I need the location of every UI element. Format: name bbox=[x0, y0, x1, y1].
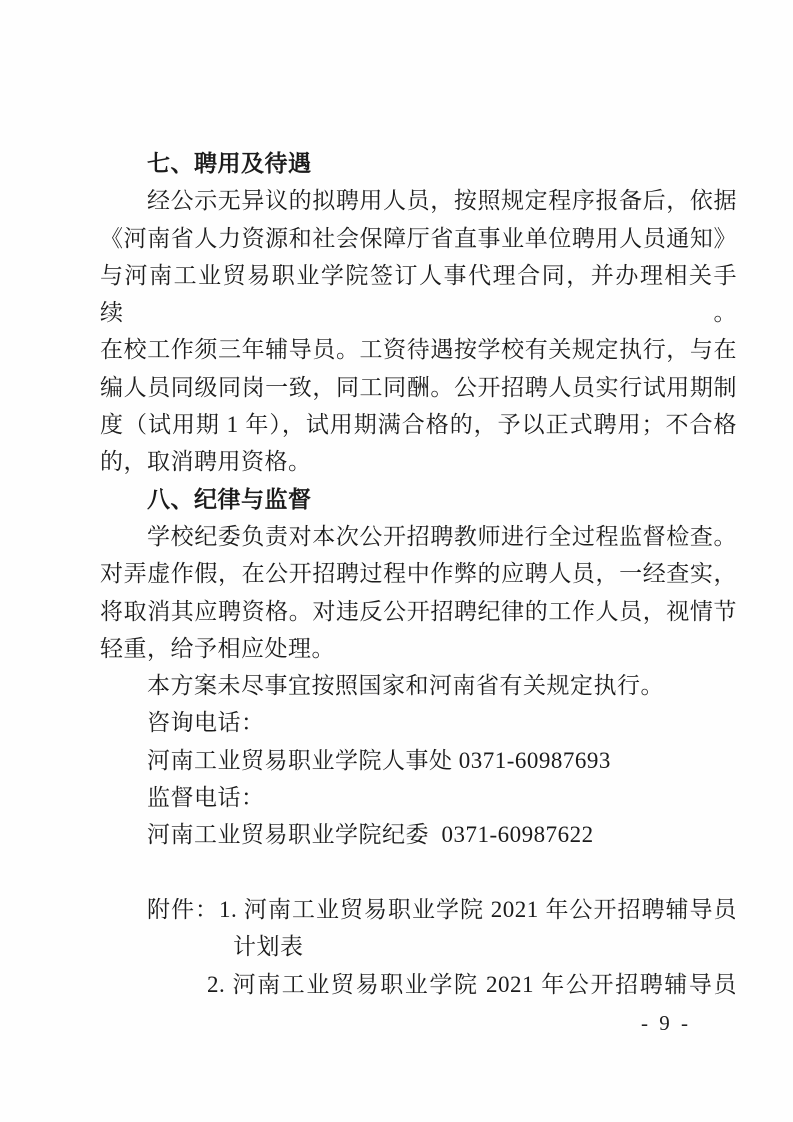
text-line: 的，取消聘用资格。 bbox=[100, 449, 312, 475]
text-line: 本方案未尽事宜按照国家和河南省有关规定执行。 bbox=[147, 673, 664, 699]
section-heading: 七、聘用及待遇 bbox=[147, 150, 312, 176]
text-line: 河南工业贸易职业学院纪委 0371-60987622 bbox=[147, 822, 594, 848]
text-line: 附件：1. 河南工业贸易职业学院 2021 年公开招聘辅导员 bbox=[147, 896, 737, 922]
page-number: - 9 - bbox=[641, 1011, 691, 1035]
text-line: 在校工作须三年辅导员。工资待遇按学校有关规定执行，与在 bbox=[100, 337, 737, 363]
text-line: 编人员同级同岗一致，同工同酬。公开招聘人员实行试用期制 bbox=[100, 374, 737, 400]
text-line: 轻重，给予相应处理。 bbox=[100, 635, 335, 661]
section-heading: 八、纪律与监督 bbox=[147, 485, 312, 512]
text-line: 对弄虚作假，在公开招聘过程中作弊的应聘人员，一经查实， bbox=[100, 561, 737, 587]
text-line: 《河南省人力资源和社会保障厅省直事业单位聘用人员通知》 bbox=[100, 225, 737, 251]
text-line: 学校纪委负责对本次公开招聘教师进行全过程监督检查。 bbox=[147, 523, 737, 549]
text-line: 计划表 bbox=[233, 934, 304, 960]
text-line: 与河南工业贸易职业学院签订人事代理合同，并办理相关手续。 bbox=[100, 262, 737, 326]
text-line: 经公示无异议的拟聘用人员，按照规定程序报备后，依据 bbox=[147, 188, 737, 214]
text-line: 度（试用期 1 年），试用期满合格的，予以正式聘用；不合格 bbox=[100, 412, 737, 438]
text-line: 河南工业贸易职业学院人事处 0371-60987693 bbox=[147, 747, 611, 773]
text-line: 2. 河南工业贸易职业学院 2021 年公开招聘辅导员 bbox=[207, 971, 737, 997]
text-line: 监督电话： bbox=[147, 785, 265, 811]
text-line: 咨询电话： bbox=[147, 710, 265, 736]
document-body bbox=[100, 145, 737, 1003]
text-line: 将取消其应聘资格。对违反公开招聘纪律的工作人员，视情节 bbox=[100, 598, 737, 624]
blank-line bbox=[100, 854, 737, 891]
